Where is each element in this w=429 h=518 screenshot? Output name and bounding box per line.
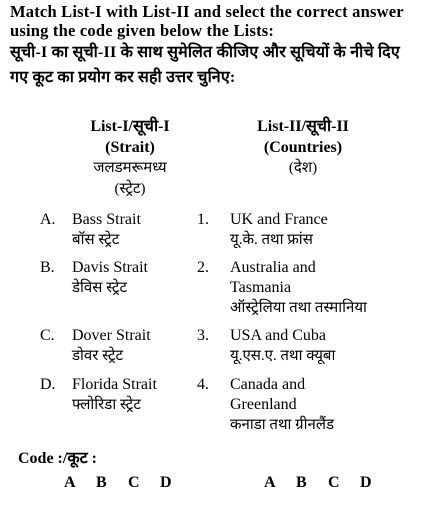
code-letter-a: A — [64, 474, 76, 491]
code-label: Code :/कूट : — [18, 450, 98, 467]
list2-item-4-en: Canada and — [230, 376, 306, 393]
list2-item-1-hi: यू.के. तथा फ्रांस — [230, 232, 313, 248]
list2-header — [228, 116, 378, 179]
list2-item-3-marker: 3. — [197, 327, 209, 344]
list2-item-1-en: UK and France — [230, 211, 328, 228]
list1-item-b-en: Davis Strait — [72, 259, 148, 276]
code-letters-group-1 — [64, 474, 192, 492]
code-letters-group-2 — [264, 474, 392, 492]
instruction-english: Match List-I with List-II and select the correct answer using the code given below the Lists: — [10, 2, 404, 40]
code-letter-c: C — [328, 474, 340, 491]
list1-item-c-hi: डोवर स्ट्रेट — [72, 348, 124, 364]
list1-item-b-hi: डेविस स्ट्रेट — [72, 280, 128, 296]
list1-item-b-marker: B. — [40, 259, 55, 276]
code-letter-b: B — [96, 474, 107, 491]
code-letter-d: D — [160, 474, 172, 491]
list1-item-c-en: Dover Strait — [72, 327, 151, 344]
list2-title: List-II/सूची-II — [257, 118, 349, 135]
list1-item-a-hi: बॉस स्ट्रेट — [72, 232, 120, 248]
list2-item-2-hi: ऑस्ट्रेलिया तथा तस्मानिया — [230, 300, 367, 316]
code-letter-b: B — [296, 474, 307, 491]
list2-item-2-en: Australia and — [230, 259, 316, 276]
code-letter-c: C — [128, 474, 140, 491]
code-letter-a: A — [264, 474, 276, 491]
list1-item-d-en: Florida Strait — [72, 376, 157, 393]
list2-item-4-en2: Greenland — [230, 396, 297, 413]
list1-item-a-marker: A. — [40, 211, 56, 228]
list1-item-a-en: Bass Strait — [72, 211, 141, 228]
list1-header — [50, 116, 210, 200]
list2-subtitle-hindi: (देश) — [288, 160, 318, 176]
list1-item-d-marker: D. — [40, 376, 56, 393]
list2-item-3-hi: यू.एस.ए. तथा क्यूबा — [230, 348, 336, 364]
list1-item-d-hi: फ्लोरिडा स्ट्रेट — [72, 397, 141, 413]
list1-subtitle-hindi-2: (स्ट्रेट) — [114, 181, 146, 197]
list2-subtitle: (Countries) — [263, 139, 343, 156]
list2-item-3-en: USA and Cuba — [230, 327, 326, 344]
list2-item-4-hi: कनाडा तथा ग्रीनलैंड — [230, 417, 335, 433]
list2-item-2-en2: Tasmania — [230, 279, 292, 296]
list1-subtitle-hindi: जलडमरूमध्य — [93, 160, 167, 176]
list2-item-4-marker: 4. — [197, 376, 209, 393]
list2-item-1-marker: 1. — [197, 211, 209, 228]
list1-item-c-marker: C. — [40, 327, 55, 344]
list1-title: List-I/सूची-I — [90, 118, 170, 135]
list1-subtitle: (Strait) — [105, 139, 155, 156]
code-letter-d: D — [360, 474, 372, 491]
instruction-hindi: सूची-I का सूची-II के साथ सुमेलित कीजिए और सूचियों के नीचे दिए गए कूट का प्रयोग कर सही उत्तर चुनिए: — [10, 44, 400, 86]
list2-item-2-marker: 2. — [197, 259, 209, 276]
